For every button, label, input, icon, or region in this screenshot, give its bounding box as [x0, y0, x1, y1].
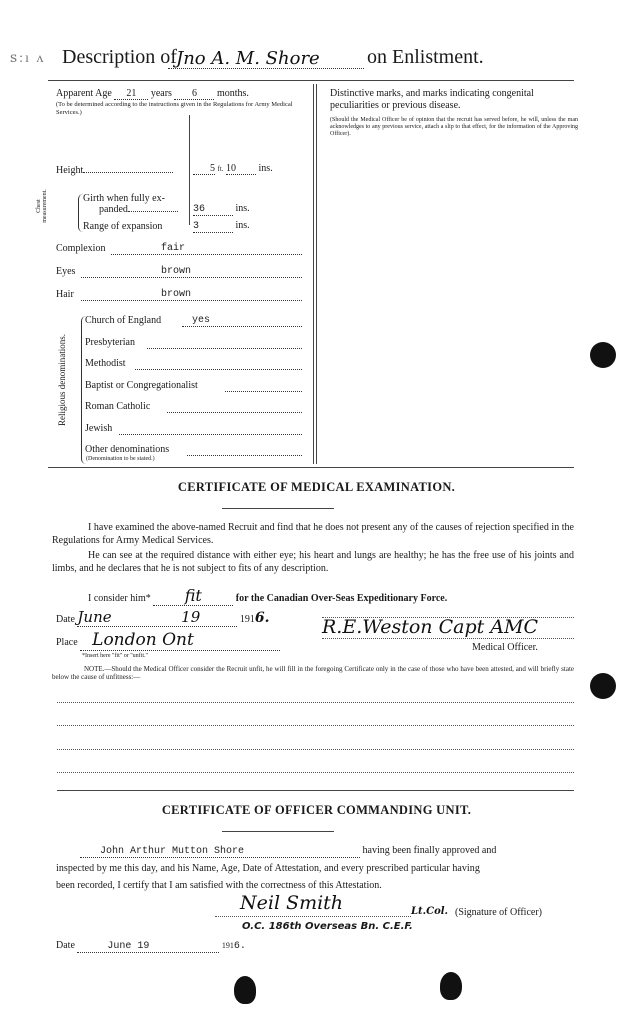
wax-seal-right: [440, 972, 462, 1000]
distinctive-marks-note: (Should the Medical Officer be of opinion that the recruit has served before, he will, unless the man acknowledges to any previous service, attach a slip to that effect, for the information of the Approving Officer).: [330, 117, 578, 137]
commanding-officer-signature-line: [215, 916, 411, 917]
eyes-value: brown: [81, 266, 302, 278]
page-title: [62, 46, 177, 69]
unfitness-line-3: [57, 749, 574, 750]
age-years-value: 21: [126, 88, 137, 99]
medical-date-month: June: [77, 608, 112, 626]
section-rule-1: [48, 467, 574, 468]
officer-title-underline: [222, 831, 334, 832]
medical-officer-signature-line: [322, 638, 574, 639]
commanding-officer-signature: Neil Smith: [240, 892, 344, 914]
officer-line-1: John Arthur Mutton Shore having been finally approved and: [80, 845, 576, 858]
chest-side-label: Chest measurement.: [36, 189, 48, 223]
months-label: months.: [216, 88, 249, 99]
signature-of-officer-label: (Signature of Officer): [455, 907, 543, 918]
fit-footnote: *Insert here "fit" or "unfit.": [82, 653, 148, 659]
medical-place-row: Place London Ont: [56, 630, 296, 651]
religion-item-roman-catholic: Roman Catholic: [85, 401, 302, 412]
punch-hole-lower: [590, 673, 616, 699]
apparent-age-label: Apparent Age: [56, 88, 112, 99]
value-column-divider: [189, 115, 190, 225]
unfit-note: NOTE.—Should the Medical Officer consider the Recruit unfit, he will fill in the foregoing Certificate only in the case of those who have been attested, and will briefly state below the cause of unfitness:—: [52, 665, 574, 681]
center-divider-2: [316, 84, 317, 464]
range-label: Range of expansion: [83, 221, 163, 232]
punch-hole-upper: [590, 342, 616, 368]
age-months-value: 6: [191, 88, 197, 99]
fitness-row: I consider him* fit for the Canadian Over-Seas Expeditionary Force.: [88, 586, 448, 605]
unfitness-line-4: [57, 772, 574, 773]
medical-title-underline: [222, 508, 334, 509]
years-label: years: [150, 88, 172, 99]
officer-date-row: Date June 19 1916.: [56, 940, 246, 952]
medical-officer-signature: R.E.Weston Capt AMC: [322, 616, 538, 638]
girth-label: Girth when fully ex- panded: [83, 193, 188, 215]
religion-item-other: Other denominations: [85, 444, 302, 455]
religion-item-church-of-england: Church of England yes: [85, 315, 302, 326]
fitness-value: fit: [153, 586, 233, 606]
header-rule: [48, 80, 574, 81]
wax-seal-left: [234, 976, 256, 1004]
title-suffix: on Enlistment.: [367, 46, 484, 68]
medical-date-day: 19: [181, 608, 201, 626]
hair-value: brown: [81, 289, 302, 301]
height-label: Height: [56, 165, 186, 176]
officer-cert-title: CERTIFICATE OF OFFICER COMMANDING UNIT.: [161, 803, 472, 817]
religion-item-presbyterian: Presbyterian: [85, 337, 302, 348]
complexion-row: Complexion fair: [56, 243, 302, 254]
medical-cert-title: CERTIFICATE OF MEDICAL EXAMINATION.: [177, 480, 456, 494]
height-in-value: 10: [226, 163, 256, 175]
unfitness-line-1: [57, 702, 574, 703]
age-note: (To be determined according to the instructions given in the Regulations for Army Medical Services.): [56, 101, 293, 116]
battalion-stamp: O.C. 186th Overseas Bn. C.E.F.: [242, 921, 413, 932]
height-value: 5 ft. 10 ins.: [193, 163, 303, 175]
officer-date-value: June 19: [77, 941, 219, 953]
complexion-value: fair: [111, 243, 302, 255]
section-rule-2: [57, 790, 574, 791]
officer-line-3: been recorded, I certify that I am satisfied with the correctness of this Attestation.: [56, 880, 382, 891]
hair-row: Hair brown: [56, 289, 302, 300]
range-value: 3 ins.: [193, 220, 250, 232]
religion-item-baptist: Baptist or Congregationalist: [85, 380, 302, 391]
religion-other-note: (Denomination to be stated.): [86, 456, 155, 462]
medical-place-value: London Ont: [80, 630, 280, 651]
center-divider: [313, 84, 314, 464]
recruit-name-handwritten: Jno A. M. Shore: [176, 48, 320, 69]
religion-item-jewish: Jewish: [85, 423, 302, 434]
commanding-officer-rank: Lt.Col.: [411, 906, 449, 917]
distinctive-marks-heading: Distinctive marks, and marks indicating congenital peculiarities or previous disease.: [330, 88, 534, 111]
medical-date-row: Date June 19 1916.: [56, 608, 270, 626]
girth-value: 36 ins.: [193, 203, 250, 215]
medical-para-2: He can see at the required distance with either eye; his heart and lungs are healthy; he has the free use of his joints and limbs, and he declares that he is not subject to fits of any description.: [52, 550, 574, 574]
medical-para-1: I have examined the above-named Recruit and find that he does not present any of the causes of rejection specified in the Regulations for Army Medical Services.: [52, 522, 574, 546]
officer-line-2: inspected by me this day, and his Name, Age, Date of Attestation, and every prescribed particular having: [56, 863, 480, 874]
religion-side-label: Religious denominations.: [57, 334, 67, 426]
height-ft-value: 5: [193, 163, 215, 175]
stamp-marks: ꜱ:ı ʌ: [10, 51, 46, 66]
eyes-row: Eyes brown: [56, 266, 302, 277]
recruit-full-name-typed: John Arthur Mutton Shore: [80, 846, 360, 858]
apparent-age-row: [56, 88, 306, 100]
religion-item-methodist: Methodist: [85, 358, 302, 369]
title-prefix: Description of: [62, 46, 177, 68]
recruit-name-field: [168, 48, 364, 69]
unfitness-line-2: [57, 725, 574, 726]
medical-officer-title: Medical Officer.: [472, 642, 538, 653]
